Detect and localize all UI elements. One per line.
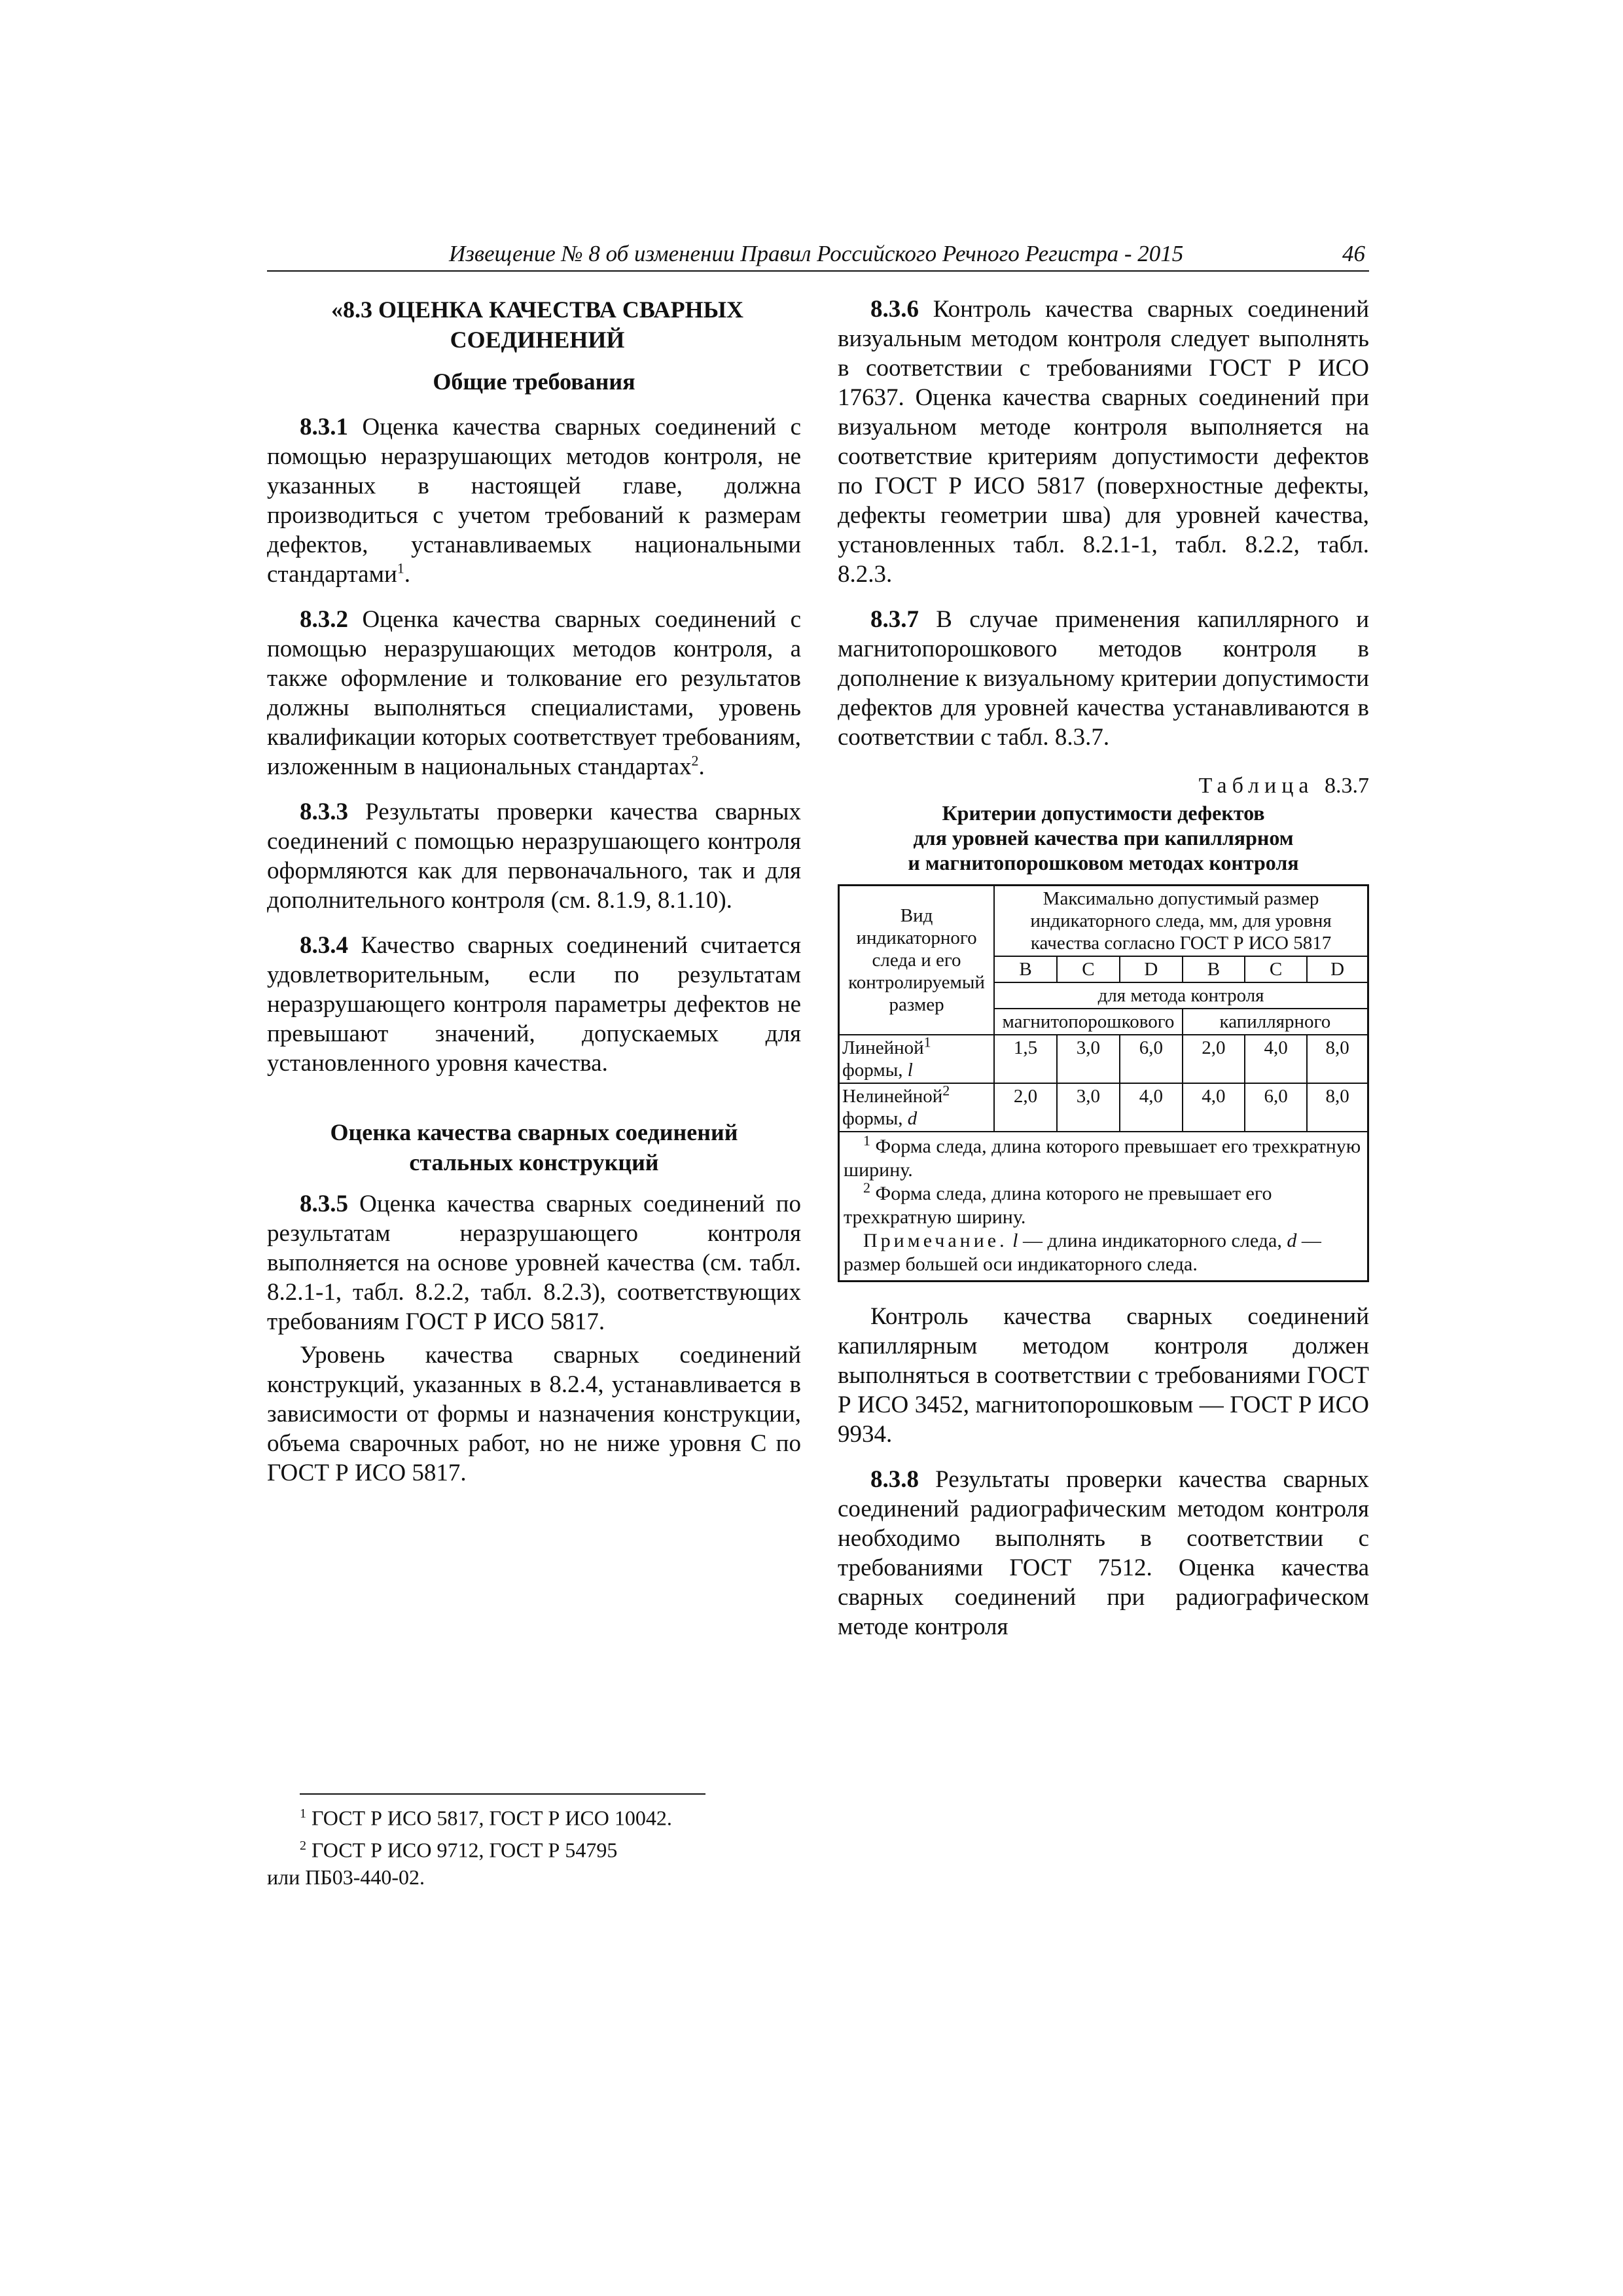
value-cell: 1,5: [994, 1035, 1057, 1083]
table-note-1: [844, 1132, 1363, 1182]
value-cell: 4,0: [1120, 1083, 1183, 1132]
value-cell: 2,0: [994, 1083, 1057, 1132]
paragraph-8-3-4: [267, 931, 801, 1078]
section-title: [267, 295, 801, 355]
row-label-mark: 2: [942, 1082, 950, 1099]
footnote-2-mark: 2: [300, 1838, 306, 1853]
paragraph-end: .: [404, 561, 411, 588]
header-rule: [267, 270, 1369, 272]
row-label-text: Линейной: [842, 1037, 924, 1058]
clause-number: 8.3.5: [300, 1191, 348, 1217]
footnotes: [267, 1800, 801, 1891]
level-cell: C: [1245, 956, 1307, 982]
note-label: Примечание.: [863, 1230, 1008, 1251]
paragraph-text: Оценка качества сварных соединений с помощью неразрушающих методов контроля, а также оформление и толкование его результатов должны выполняться специалистами, уровень квалификации которых соответствует требованиям, изложенным в национальных стандартах: [267, 606, 801, 780]
paragraph-text: Контроль качества сварных соединений визуальным методом контроля следует выполнять в соответствии с требованиями ГОСТ Р ИСО 17637. Оценка качества сварных соединений при визуальном методе контроля выполняется на соответствие критериям допустимости дефектов по ГОСТ Р ИСО 5817 (поверхностные дефекты, дефекты геометрии шва) для уровней качества, установленных табл. 8.2.1-1, табл. 8.2.2, табл. 8.2.3.: [838, 296, 1369, 588]
row-label-symbol: l: [907, 1060, 913, 1081]
clause-number: 8.3.1: [300, 414, 348, 440]
section-title-line1: «8.3 ОЦЕНКА КАЧЕСТВА СВАРНЫХ: [330, 296, 744, 323]
method-header-cell: для метода контроля: [994, 982, 1368, 1009]
method-capillary-cell: капиллярного: [1183, 1009, 1368, 1035]
paragraph-text: Результаты проверки качества сварных соединений радиографическим методом контроля необходимо выполнять в соответствии с требованиями ГОСТ 7512. Оценка качества сварных соединений при радиографическом методе контроля: [838, 1466, 1369, 1640]
paragraph-text: Оценка качества сварных соединений с помощью неразрушающих методов контроля, не указанных в настоящей главе, должна производиться с учетом требований к размерам дефектов, устанавливаемых национальными стандартами: [267, 414, 801, 588]
footnote-ref: 1: [397, 560, 404, 577]
paragraph-text: Результаты проверки качества сварных соединений с помощью неразрушающего контроля оформляются как для первоначального, так и для дополнительного контроля (см. 8.1.9, 8.1.10).: [267, 798, 801, 914]
row-label-nonlinear: [839, 1083, 995, 1132]
value-cell: 4,0: [1183, 1083, 1245, 1132]
table-note-2: [844, 1179, 1363, 1229]
value-cell: 4,0: [1245, 1035, 1307, 1083]
value-cell: 8,0: [1307, 1083, 1368, 1132]
note-symbol-d: d: [1287, 1230, 1297, 1251]
value-cell: 2,0: [1183, 1035, 1245, 1083]
table-title-line3: и магнитопорошковом методах контроля: [908, 851, 1299, 874]
method-magnetic-cell: магнитопорошкового: [994, 1009, 1183, 1035]
clause-number: 8.3.8: [870, 1466, 919, 1493]
steel-structures-heading: [267, 1117, 801, 1177]
paragraph-text: Оценка качества сварных соединений по результатам неразрушающего контроля выполняется на основе уровней качества (см. табл. 8.2.1-1, табл. 8.2.2, табл. 8.2.3), соответствующих требованиям ГОСТ Р ИСО 5817.: [267, 1191, 801, 1335]
paragraph-8-3-3: [267, 797, 801, 915]
table-title-line2: для уровней качества при капиллярном: [913, 826, 1294, 850]
footnote-rule: [300, 1793, 705, 1795]
section-title-line2: СОЕДИНЕНИЙ: [450, 327, 625, 353]
paragraph-8-3-1: [267, 412, 801, 589]
row-label-linear: [839, 1035, 995, 1083]
note-text: Форма следа, длина которого не превышает его трехкратную ширину.: [844, 1183, 1272, 1228]
footnote-1: [267, 1800, 801, 1832]
value-cell: 6,0: [1120, 1035, 1183, 1083]
note-mark: 1: [863, 1132, 870, 1149]
paragraph-8-3-5: [267, 1189, 801, 1336]
capillary-control-paragraph: Контроль качества сварных соединений капиллярным методом контроля должен выполняться в соответствии с требованиями ГОСТ Р ИСО 3452, магнитопорошковым — ГОСТ Р ИСО 9934.: [838, 1303, 1369, 1448]
paragraph-end: .: [698, 753, 705, 780]
steel-heading-line2: стальных конструкций: [409, 1149, 659, 1175]
value-cell: 8,0: [1307, 1035, 1368, 1083]
table-number: 8.3.7: [1325, 774, 1369, 798]
value-cell: 3,0: [1057, 1083, 1120, 1132]
paragraph-text: В случае применения капиллярного и магнитопорошкового методов контроля в дополнение к визуальному критерии допустимости дефектов для уровней качества устанавливаются в соответствии с табл. 8.3.7.: [838, 606, 1369, 751]
row-header-cell: Вид индикаторного следа и его контролируемый размер: [839, 886, 995, 1035]
paragraph-8-3-8: [838, 1465, 1369, 1641]
footnote-2-text: ГОСТ Р ИСО 9712, ГОСТ Р 54795: [306, 1838, 618, 1862]
clause-number: 8.3.2: [300, 606, 348, 633]
clause-number: 8.3.7: [870, 606, 919, 633]
paragraph-8-3-6: [838, 295, 1369, 589]
table-note-3: [844, 1229, 1363, 1276]
level-cell: D: [1307, 956, 1368, 982]
level-cell: C: [1057, 956, 1120, 982]
max-size-header-cell: Максимально допустимый размер индикаторного следа, мм, для уровня качества согласно ГОСТ Р ИСО 5817: [994, 886, 1368, 957]
clause-number: 8.3.6: [870, 296, 919, 323]
note-symbol-l: l: [1012, 1230, 1018, 1251]
footnote-2-continued: или ПБ03-440-02.: [267, 1865, 425, 1890]
level-cell: B: [994, 956, 1057, 982]
paragraph-8-3-7: [838, 605, 1369, 752]
note-text: — длина индикаторного следа,: [1018, 1230, 1287, 1251]
row-label-mark: 1: [923, 1033, 931, 1050]
paragraph-8-3-5-continued: Уровень качества сварных соединений конструкций, указанных в 8.2.4, устанавливается в зависимости от формы и назначения конструкции, объема сварочных работ, но не ниже уровня С по ГОСТ Р ИСО 5817.: [267, 1342, 801, 1486]
note-text: — размер большей оси индикаторного следа.: [844, 1230, 1321, 1275]
table-notes: [839, 1132, 1368, 1282]
footnote-1-text: ГОСТ Р ИСО 5817, ГОСТ Р ИСО 10042.: [306, 1806, 672, 1830]
table-label-word: Таблица: [1198, 774, 1314, 798]
footnote-2: [267, 1832, 801, 1864]
row-label-text: Нелинейной: [842, 1086, 943, 1107]
value-cell: 3,0: [1057, 1035, 1120, 1083]
footnote-ref: 2: [691, 752, 699, 769]
footnote-1-mark: 1: [300, 1806, 306, 1821]
page-header: [267, 241, 1369, 267]
clause-number: 8.3.4: [300, 932, 348, 959]
row-label-text2: формы,: [842, 1108, 908, 1129]
paragraph-text: Качество сварных соединений считается удовлетворительным, если по результатам неразрушающего контроля параметры дефектов не превышают значений, допускаемых для установленного уровня качества.: [267, 932, 801, 1077]
left-column: [267, 295, 801, 1488]
steel-heading-line1: Оценка качества сварных соединений: [330, 1119, 738, 1145]
level-cell: D: [1120, 956, 1183, 982]
level-cell: B: [1183, 956, 1245, 982]
general-requirements-heading: Общие требования: [433, 368, 635, 395]
row-label-symbol: d: [907, 1108, 918, 1129]
table-row: [839, 1083, 1368, 1132]
row-label-text2: формы,: [842, 1060, 908, 1081]
table-notes-row: [839, 1132, 1368, 1282]
criteria-table: [838, 884, 1369, 1282]
clause-number: 8.3.3: [300, 798, 348, 825]
header-title: Извещение № 8 об изменении Правил Российского Речного Регистра - 2015: [449, 241, 1184, 266]
page-number: 46: [1342, 241, 1365, 266]
table-title-line1: Критерии допустимости дефектов: [942, 801, 1265, 825]
value-cell: 6,0: [1245, 1083, 1307, 1132]
table-header-row: [839, 886, 1368, 957]
note-text: Форма следа, длина которого превышает его трехкратную ширину.: [844, 1136, 1361, 1181]
paragraph-8-3-2: [267, 605, 801, 781]
table-row: [839, 1035, 1368, 1083]
table-label: [838, 772, 1369, 800]
note-mark: 2: [863, 1179, 870, 1196]
table-title: [838, 800, 1369, 875]
right-column: [838, 295, 1369, 1641]
